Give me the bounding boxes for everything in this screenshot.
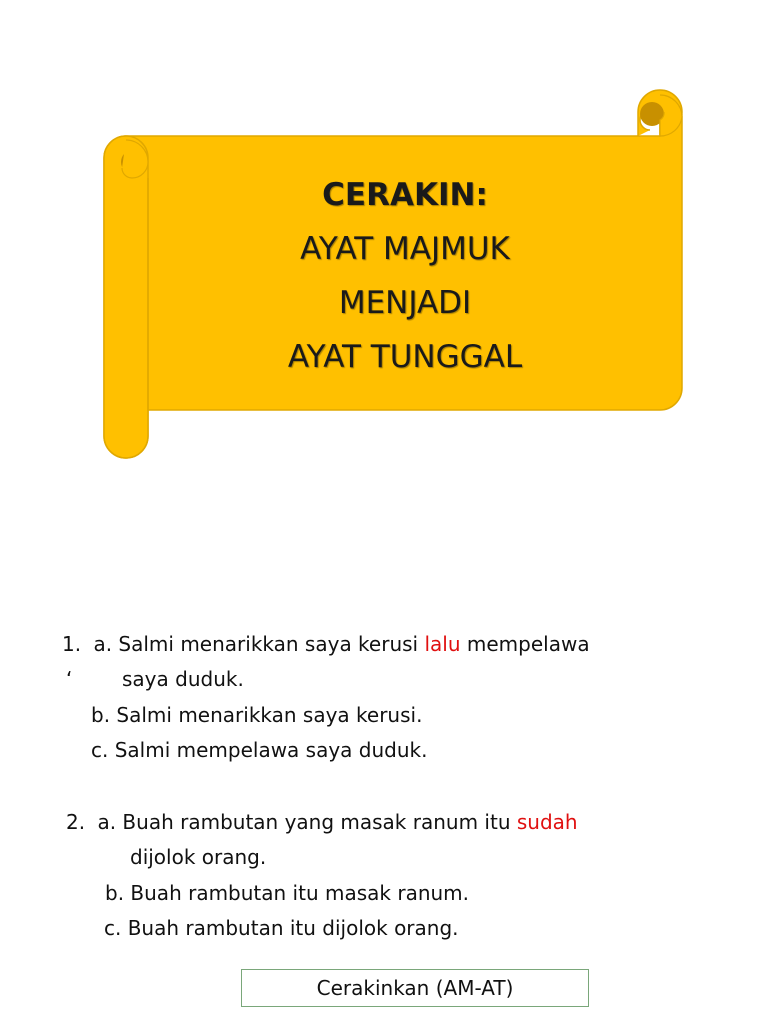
- exercise-1-compound-prefix: a. Salmi menarikkan saya kerusi: [93, 632, 425, 656]
- exercise-2-compound-prefix: a. Buah rambutan yang masak ranum itu: [97, 810, 517, 834]
- exercise-1-single-b: b. Salmi menarikkan saya kerusi.: [91, 703, 423, 727]
- exercise-1-compound-suffix: mempelawa: [460, 632, 590, 656]
- cerakinkan-box: [241, 969, 589, 1007]
- exercise-1-number: 1.: [62, 632, 82, 656]
- banner-line-2: MENJADI: [338, 285, 472, 321]
- exercise-1-conjunction: lalu: [424, 632, 461, 656]
- exercise-2-compound: [66, 805, 578, 841]
- exercise-2-number: 2.: [66, 810, 86, 834]
- exercise-1-compound-continuation: saya duduk.: [122, 667, 244, 691]
- exercise-2-single-b: b. Buah rambutan itu masak ranum.: [105, 881, 470, 905]
- cerakinkan-label: Cerakinkan (AM-AT): [316, 976, 514, 1000]
- exercise-2-conjunction: sudah: [516, 810, 578, 834]
- banner-line-3: AYAT TUNGGAL: [287, 339, 523, 375]
- banner-line-1: AYAT MAJMUK: [300, 231, 510, 267]
- banner-title-block: [140, 168, 670, 384]
- exercise-1-single-c: c. Salmi mempelawa saya duduk.: [91, 738, 428, 762]
- exercise-2-single-c: c. Buah rambutan itu dijolok orang.: [104, 916, 459, 940]
- exercise-1-stray-mark: ‘: [66, 667, 73, 691]
- exercise-1-compound: [62, 627, 590, 663]
- banner-title: CERAKIN:: [322, 177, 488, 213]
- exercise-2-compound-continuation: dijolok orang.: [130, 845, 267, 869]
